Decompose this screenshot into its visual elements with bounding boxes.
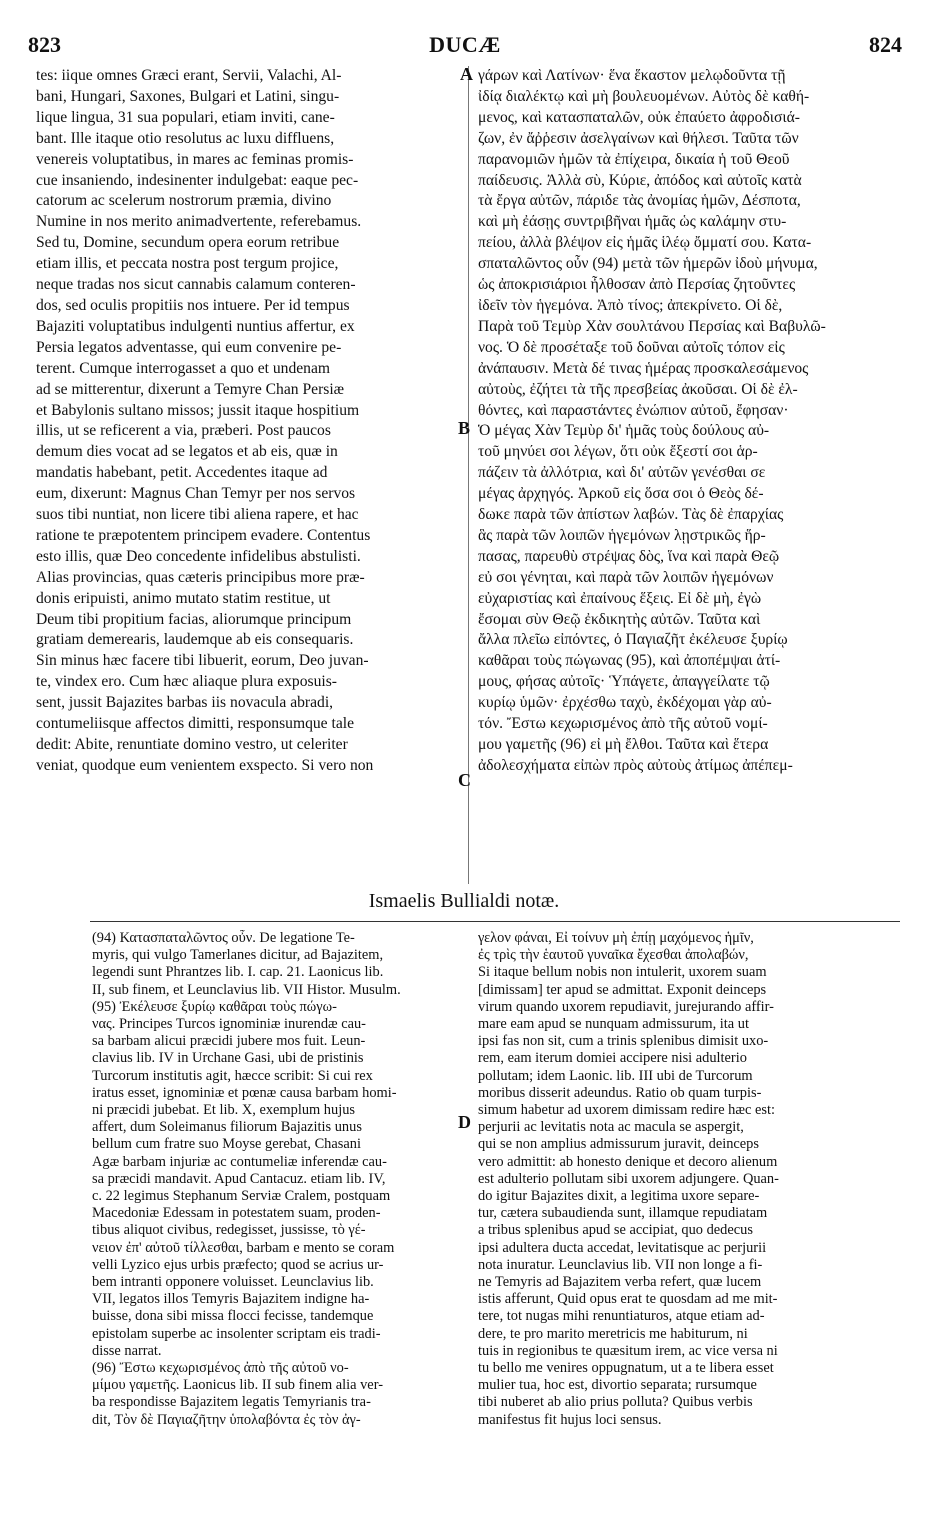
text-line: mandatis habebant, petit. Accedentes itaque ad [36,464,328,482]
text-line: venereis voluptatibus, in mares ac feminas promis- [36,150,354,168]
text-line: et Babylonis sultano missos; jussit itaque hospitium [36,401,360,419]
text-line: Turcorum institutis agit, hæcce scribit: Si cui rex [92,1067,373,1084]
text-line: ni præcidi jubebat. Et lib. X, exemplum hujus [92,1102,355,1119]
text-line: εὐ σοι γένηται, καὶ παρὰ τῶν λοιπῶν ἡγεμόνων [478,568,774,586]
text-line: eum, dixerunt: Magnus Chan Temyr per nos servos [36,485,356,503]
text-line: terent. Cumque interrogasset a quo et undenam [36,359,331,377]
text-line: demum dies vocat ad se legatos et ab eis, quæ in [36,443,338,461]
text-line: a tribus splenibus apud se accipiat, quo dedecus [478,1222,753,1239]
text-line: istis afferunt, Quid opus erat te quosdam ad me mit- [478,1291,778,1308]
text-line: tes: iique omnes Græci erant, Servii, Valachi, Al- [36,67,342,84]
text-line: ratione te præpotentem principem evadere. Contentus [36,526,371,544]
notes-heading: Ismaelis Bullialdi notæ. [368,890,560,912]
notes-divider [90,921,900,922]
text-line: ἔσομαι σὺν Θεῷ ἐκδικητὴς αὐτῶν. Ταῦτα καὶ [478,610,761,628]
text-line: tu bello me venires oppugnatum, ut a te libera esset [478,1360,774,1377]
text-line: c. 22 legimus Stephanum Serviæ Cralem, postquam [92,1188,391,1205]
text-line: cue insaniendo, indesinenter indulgebat: eaque pec- [36,171,359,189]
text-line: mare eam apud se nunquam admissurum, ita ut [478,1016,749,1033]
text-line: Sin minus hæc facere tibi libuerit, eorum, Deo juvan- [36,652,369,670]
text-line: esto illis, quæ Deo concedente infidelibus abstulisti. [36,547,361,565]
text-line: legendi sunt Phrantzes lib. I. cap. 21. Laonicus lib. [92,964,384,981]
text-line: Si itaque bellum nobis non intulerit, uxorem suam [478,964,767,981]
text-line: bant. Ille itaque otio resolutus ac luxu diffluens, [36,129,335,147]
text-line: tere, tot nugas mihi renuntiaturos, atque etiam ad- [478,1308,765,1325]
text-line: lique lingua, 31 sua populari, etiam inviti, cane- [36,108,335,126]
text-line: bem intranti opponere voluisset. Leunclavius lib. [92,1274,374,1291]
text-line: σπαταλῶντος οὖν (94) μετὰ τῶν ἡμερῶν ἰδοὺ μήνυμα, [478,255,818,273]
text-line: εὐχαριστίας καὶ ἐπαίνους ἕξεις. Εἰ δὲ μὴ, ἐγὼ [478,589,762,607]
greek-text-column [478,66,900,777]
text-line: dere, te pro marito meretricis me habiturum, ni [478,1325,748,1342]
text-line: πασας, παρευθὺ στρέψας δὸς, ἵνα καὶ παρὰ Θεῷ [478,547,780,565]
text-line: dit, Τὸν δὲ Παγιαζῆτην ὑπολαβόντα ἐς τὸν ἀγ- [92,1411,361,1428]
text-line: myris, qui vulgo Tamerlanes dicitur, ad Bajazitem, [92,947,384,964]
text-line: μου γαμετῆς (96) εἰ μὴ ἔλθοι. Ταῦτα καὶ ἕτερα [478,736,769,753]
section-marker-d: D [458,1112,471,1132]
text-line: disse narrat. [92,1342,162,1359]
text-line: παίδευσις. Ἀλλὰ σὺ, Κύριε, ἀπόδος καὶ αὐτοῖς κατὰ [478,171,802,189]
text-line: γελον φάναι, Εἰ τοίνυν μὴ ἐπίῃ μαχόμενος ἡμῖν, [478,930,754,946]
text-line: ἃς παρὰ τῶν λοιπῶν ἡγεμόνων λῃστρικῶς ἥρ- [478,526,766,544]
text-line: πείου, ἀλλὰ βλέψον εἰς ἡμᾶς ἱλέῳ ὄμματί σου. Κατα- [478,234,812,252]
text-line: bellum cum fratre suo Moyse gerebat, Chasani [92,1136,361,1153]
text-line: velli Lyzico ejus urbis præfecto; quod se acrius ur- [92,1256,384,1273]
text-line: Alias provincias, quas cæteris principibus more præ- [36,568,365,586]
text-line: illis, ut se reficerent a via, præberi. Post paucos [36,422,331,440]
text-line: ipsi fas non sit, cum a trinis splenibus dimisit uxo- [478,1033,769,1050]
text-line: rem, eam iterum domiei accipere nisi adulterio [478,1050,747,1067]
page-header [28,32,902,58]
text-line: μους, φήσας αὐτοῖς· Ὑπάγετε, ἀπαγγείλατε τῷ [478,673,770,691]
text-line: affert, dum Soleimanus filiorum Bajazitis unus [92,1119,362,1136]
text-line: qui se non amplius admissurum juravit, deinceps [478,1136,759,1153]
text-line: tuis in regionibus te quæsitum irem, ac vice versa ni [478,1342,778,1359]
text-line: ἰδεῖν τὸν ἡγεμόνα. Ἀπὸ τίνος; ἀπεκρίνετο. Οἱ δὲ, [478,296,783,314]
text-line: virum quando uxorem repudiavit, jurejurando affir- [478,998,774,1015]
text-line: τοῦ μηνύει σοι λέγων, ὅτι οὐκ ἔξεστί σοι ἁρ- [478,443,758,461]
text-line: Παρὰ τοῦ Τεμὺρ Χὰν σουλτάνου Περσίας καὶ Βαβυλῶ- [478,317,826,335]
text-line: VII, legatos illos Temyris Bajazitem indigne ha- [92,1291,370,1308]
text-line: Macedoniæ Edessam in potestatem suam, proden- [92,1205,381,1222]
text-line: Sed tu, Domine, secundum opera eorum retribue [36,234,340,252]
text-line: ἰδίᾳ διαλέκτῳ καὶ μὴ βουλευομένων. Αὐτὸς δὲ καθή- [478,87,810,105]
text-line: ἐς τρὶς τὴν ἑαυτοῦ γυναῖκα ἔχεσθαι ἀπολαβών, [478,947,749,964]
text-line: iratus esset, ignominiæ et pœnæ causa barbam homi- [92,1084,397,1101]
text-line: catorum ac scelerum nostrorum præmia, divino [36,192,332,210]
text-line: Deum tibi propitium facias, aliorumque principum [36,610,352,628]
text-line: ba respondisse Bajazitem legatis Temyrianis tra- [92,1394,371,1411]
text-line: suos tibi nuntiat, non licere tibi aliena rapere, et hac [36,506,359,524]
text-line: dedit: Abite, renuntiate domino vestro, ut celeriter [36,736,348,753]
text-line: ἀνάπαυσιν. Μετὰ δέ τινας ἡμέρας προσκαλεσάμενος [478,359,809,377]
text-line: Agæ barbam injuriæ ac contumeliæ inferendæ cau- [92,1153,387,1170]
text-line: θόντες, καὶ παραστάντες ἐνώπιον αὐτοῦ, ἔφησαν· [478,401,789,419]
text-line: αὐτοὺς, ἐζήτει τὰ τῆς πρεσβείας ἀκοῦσαι. Οἱ δὲ ἐλ- [478,380,798,398]
text-line: dos, sed oculis propitiis nos intuere. Per id tempus [36,296,350,314]
text-line: κυρίῳ ὑμῶν· ἐρχέσθω ταχὺ, ἐκδέχομαι γὰρ αὐ- [478,694,772,712]
page-number-left: 823 [28,32,61,57]
text-line: do igitur Bajazites dixit, a legitima uxore separe- [478,1188,760,1205]
text-line: mulier tua, hoc est, divortio separata; rursumque [478,1377,757,1394]
text-line: (94) Κατασπαταλῶντος οὖν. De legatione Te- [92,930,355,946]
text-line: τὰ ἔργα αὐτῶν, πάριδε τὰς ἀνομίας ἡμῶν, Δέσποτα, [478,192,801,210]
text-line: ne Temyris ad Bajazitem verba refert, quæ lucem [478,1274,762,1291]
text-line: vero admittit: ab honesto denique et decoro alienum [478,1153,778,1170]
text-line: buisse, dona sibi missa flocci fecisse, tandemque [92,1308,374,1325]
text-line: te, vindex ero. Cum hæc aliaque plura exposuis- [36,673,337,691]
notes-right-column [478,930,900,1429]
text-line: veniat, quodque eum venientem exspecto. Si vero non [36,756,374,774]
text-line: clavius lib. IV in Urchane Gasi, ubi de pristinis [92,1050,364,1067]
text-line: Numine in nos merito animadvertente, referebamus. [36,213,362,231]
text-line: manifestus fit hujus loci sensus. [478,1411,662,1428]
text-line: ad se mitterentur, dixerunt a Temyre Chan Persiæ [36,380,345,398]
notes-left-column [92,930,452,1429]
text-line: ὡς ἀποκρισιάριοι ἦλθοσαν ἀπὸ Περσίας ζητοῦντες [478,276,796,294]
text-line: νας. Principes Turcos ignominiæ inurendæ cau- [92,1016,366,1033]
text-line: (95) Ἐκέλευσε ξυρίῳ καθᾶραι τοὺς πώγω- [92,998,337,1015]
text-line: νος. Ὁ δὲ προσέταξε τοῦ δοῦναι αὐτοῖς τόπον εἰς [478,338,785,356]
text-line: ζων, ἐν ἄῤῥεσιν ἀσελγαίνων καὶ θήλεσι. Ταῦτα τῶν [478,129,799,147]
text-line: μενος, καὶ κατασπαταλῶν, οὐκ ἐπαύετο ἀφροδισιά- [478,108,800,126]
text-line: Persia legatos adventasse, qui eum convenire pe- [36,338,342,356]
text-line: tur, cætera subaudienda sunt, illamque repudiatam [478,1205,768,1222]
text-line: ἀδολεσχήματα εἰπὼν πρὸς αὐτοὺς ἀτίμως ἀπέπεμ- [478,756,793,774]
text-line: sa præcidi mandavit. Apud Cantacuz. etiam lib. IV, [92,1170,386,1187]
latin-text-column [36,66,460,777]
text-line: καὶ μὴ ἐάσῃς συντριβῆναι ἡμᾶς ὡς καλάμην στυ- [478,213,787,231]
text-line: moribus disserit adeundus. Ratio ob quam turpis- [478,1084,762,1101]
text-line: tibi nuberet ab alio prius polluta? Quibus verbis [478,1394,753,1411]
section-marker-c: C [458,770,471,790]
text-line: παρανομιῶν ἡμῶν τὰ ἐπίχειρα, δικαία ἡ τοῦ Θεοῦ [478,150,790,168]
text-line: (96) Ἔστω κεχωρισμένος ἀπὸ τῆς αὐτοῦ νο- [92,1360,349,1377]
section-marker-b: B [458,418,471,438]
text-line: τόν. Ἔστω κεχωρισμένος ἀπὸ τῆς αὐτοῦ νομί- [478,715,768,733]
text-line: II, sub finem, et Leunclavius lib. VII Histor. Musulm. [92,981,401,998]
text-line: sa barbam alicui præcidi jubere mos fuit. Leun- [92,1033,366,1050]
text-line: ipsi adultera ducta accedat, levitatisque ac perjurii [478,1239,767,1256]
text-line: Bajaziti voluptatibus indulgenti nuntius affertur, ex [36,317,355,335]
text-line: epistolam superbe ac insolenter scriptam eis tradi- [92,1325,381,1342]
text-line: bani, Hungari, Saxones, Bulgari et Latini, singu- [36,87,340,105]
text-line: καθᾶραι τοὺς πώγωνας (95), καὶ ἀποπέμψαι ἀτί- [478,652,781,670]
text-line: πάζειν τὰ ἀλλότρια, καὶ δι' αὐτῶν γενέσθαι σε [478,464,766,482]
text-line: nota inuratur. Leunclavius lib. VII non longe a fi- [478,1256,763,1273]
text-line: pollutam; idem Laonic. lib. III ubi de Turcorum [478,1067,753,1084]
text-line: Ὁ μέγας Χὰν Τεμὺρ δι' ἡμᾶς τοὺς δούλους αὐ- [478,422,770,440]
column-divider [468,66,469,884]
text-line: perjurii ac levitatis nota ac macula se aspergit, [478,1119,744,1136]
text-line: neque tradas nos sicut cannabis calamum conteren- [36,276,356,294]
text-line: sent, jussit Bajazites barbas iis novacula abradi, [36,694,334,712]
text-line: donis eripuisti, animo mutato statim restitue, ut [36,589,331,607]
text-line: gratiam demerearis, laudemque ab eis consequaris. [36,631,354,649]
text-line: simum habetur ad uxorem dimissam redire hæc est: [478,1102,775,1119]
text-line: νειον ἐπ' αὐτοῦ τίλλεσθαι, barbam e mento se coram [92,1239,395,1256]
text-line: est adulterio pollutam sibi uxorem adjungere. Quan- [478,1170,779,1187]
text-line: γάρων καὶ Λατίνων· ἕνα ἕκαστον μελῳδοῦντα τῇ [478,67,786,84]
text-line: contumeliisque affectos dimitti, responsumque tale [36,715,355,733]
page-number-right: 824 [869,32,902,57]
text-line: tibus aliquot civibus, redegisset, jussisse, τὸ γέ- [92,1222,366,1239]
text-line: [dimissam] ter apud se admittat. Exponit deinceps [478,981,767,998]
text-line: μίμου γαμετῆς. Laonicus lib. II sub finem alia ver- [92,1377,383,1394]
text-line: μέγας ἀρχηγός. Ἀρκοῦ εἰς ὅσα σοι ὁ Θεὸς δέ- [478,485,764,503]
text-line: ἄλλα πλεῖω εἰπόντες, ὁ Παγιαζῆτ ἐκέλευσε ξυρίῳ [478,631,788,649]
text-line: δωκε παρὰ τῶν ἀπίστων λαβών. Τὰς δὲ ἐπαρχίας [478,506,784,524]
text-line: etiam illis, et peccata nostra post tergum projice, [36,255,339,273]
section-marker-a: A [460,64,473,84]
running-title: DUCÆ [429,32,501,57]
